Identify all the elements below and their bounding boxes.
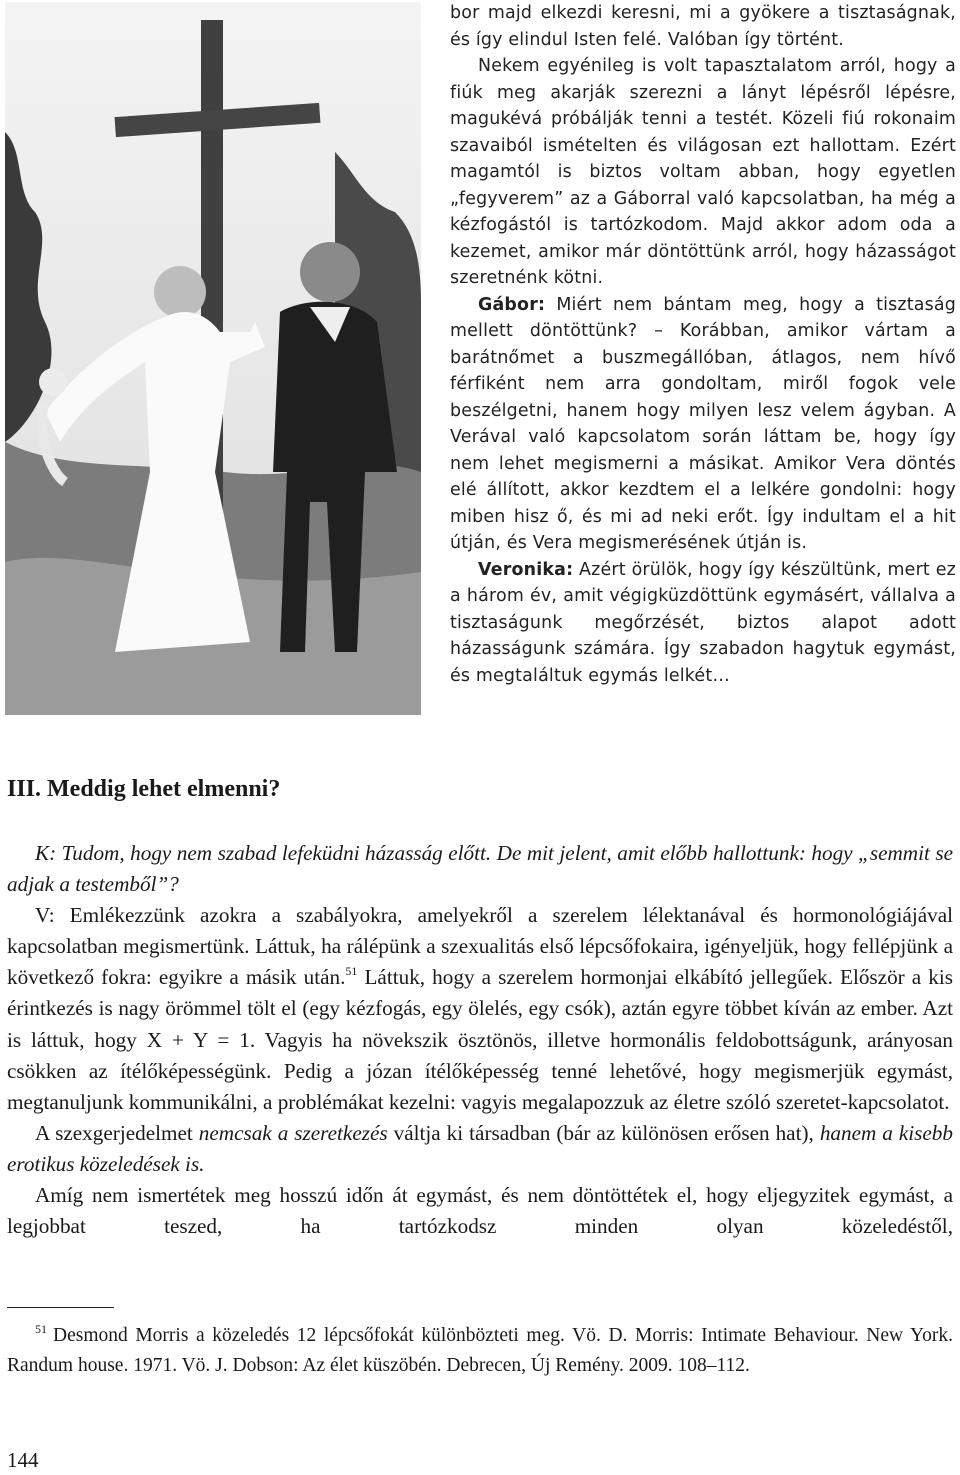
side-paragraph: Nekem egyénileg is volt tapasztalatom arról, hogy a fiúk meg akarják szerezni a lányt lépésről lépésre, magukévá próbálják tenni a testét. Közeli fiú rokonaim szavaiból ismételten és világosan ezt hallottam. Ezért magamtól is biztos voltam abban, hogy egyetlen „fegyverem” az a Gáborral való kapcsolatban, ha még a kézfogástól is tartózkodom. Majd akkor adom oda a kezemet, amikor már döntöttünk arról, hogy házasságot szeretnénk kötni. [450, 56, 956, 288]
text-run: váltja ki társadban (bár az különösen erősen hat), [387, 1120, 820, 1145]
veronika-paragraph [450, 557, 956, 690]
speaker-label: Gábor: [478, 294, 546, 315]
wedding-photo [5, 2, 421, 715]
main-paragraph: Amíg nem ismertétek meg hosszú időn át egymást, és nem döntöttétek el, hogy eljegyzitek egymást, a legjobbat teszed, ha tartózkodsz minden olyan közeledéstől, [7, 1183, 953, 1239]
side-column-text [450, 0, 956, 689]
question-paragraph: K: Tudom, hogy nem szabad lefeküdni házasság előtt. De mit jelent, amit előbb hallottunk: hogy „semmit se adjak a testemből”? [7, 841, 953, 897]
answer-paragraph [7, 900, 953, 1118]
emphasis-text: nemcsak a szeretkezés [198, 1120, 388, 1145]
speaker-label: Veronika: [478, 559, 574, 580]
main-text [7, 838, 953, 1242]
footnote-text: Desmond Morris a közeledés 12 lépcsőfokát különbözteti meg. Vö. D. Morris: Intimate Behaviour. New York. Randum house. 1971. Vö. J. Dobson: Az élet küszöbén. Debrecen, Új Remény. 2009. 108–112. [7, 1325, 953, 1376]
footnote-divider [7, 1307, 114, 1308]
text-run: A szexgerjedelmet [35, 1120, 199, 1145]
main-paragraph [7, 1118, 953, 1180]
side-paragraph: bor majd elkezdi keresni, mi a gyökere a tisztaságnak, és így elindul Isten felé. Valóban így történt. [450, 3, 956, 50]
page-number: 144 [7, 1448, 39, 1472]
footnote [7, 1321, 953, 1380]
section-heading: III. Meddig lehet elmenni? [7, 776, 281, 802]
emphasis-text: hanem a kisebb erotikus közeledések is. [7, 1120, 953, 1176]
footnote-number: 51 [35, 1322, 47, 1336]
answer-text: V: Emlékezzünk azokra a szabályokra, amelyekről a szerelem lélektanával és hormonológiájával kapcsolatban megismertünk. Láttuk, ha rálépünk a szexualitás első lépcsőfokaira, igényeljük, hogy fellépjünk a következő fokra: egyikre a másik után. [7, 903, 953, 990]
footnote-reference[interactable]: 51 [345, 964, 358, 979]
gabor-text: Miért nem bántam meg, hogy a tisztaság mellett döntöttünk? – Korábban, amikor vártam a barátnőmet a buszmegállóban, átlagos, nem hívő férfiként nem arra gondoltam, miről fogok vele beszélgetni, hanem hogy milyen lesz velem ágyban. A Verával való kapcsolatom során láttam be, hogy így nem lehet megismerni a másikat. Amikor Vera döntés elé állított, akkor kezdtem el a lelkére gondolni: hogy miben hisz ő, és mi ad neki erőt. Így indultam el a hit útján, és Vera megismerésének útján is. [450, 294, 956, 553]
gabor-paragraph [450, 292, 956, 557]
answer-text-continued: Láttuk, hogy a szerelem hormonjai elkábító jellegűek. Először a kis érintkezés is nagy örömmel tölt el (egy kézfogás, egy ölelés, egy csók), aztán egyre többet kíván az ember. Azt is láttuk, hogy X + Y = 1. Vagyis ha növekszik ösztönös, illetve hormonális feldobottságunk, arányosan csökken az ítélőképességünk. Pedig a józan ítélőképesség tenné lehetővé, hogy megismerjük egymást, megtanuljunk kommunikálni, a problémákat kezelni: vagyis megalapozzuk az életre szóló szeretet-kapcsolatot. [7, 965, 954, 1114]
couple-at-cross-photo [5, 2, 421, 715]
veronika-text: Azért örülök, hogy így készültünk, mert ez a három év, amit végigküzdöttünk egymásért, vállalva a tisztaságunk megőrzését, biztos alapot adott házasságunk számára. Így szabadon hagytuk egymást, és megtaláltuk egymás lelkét… [450, 559, 956, 686]
